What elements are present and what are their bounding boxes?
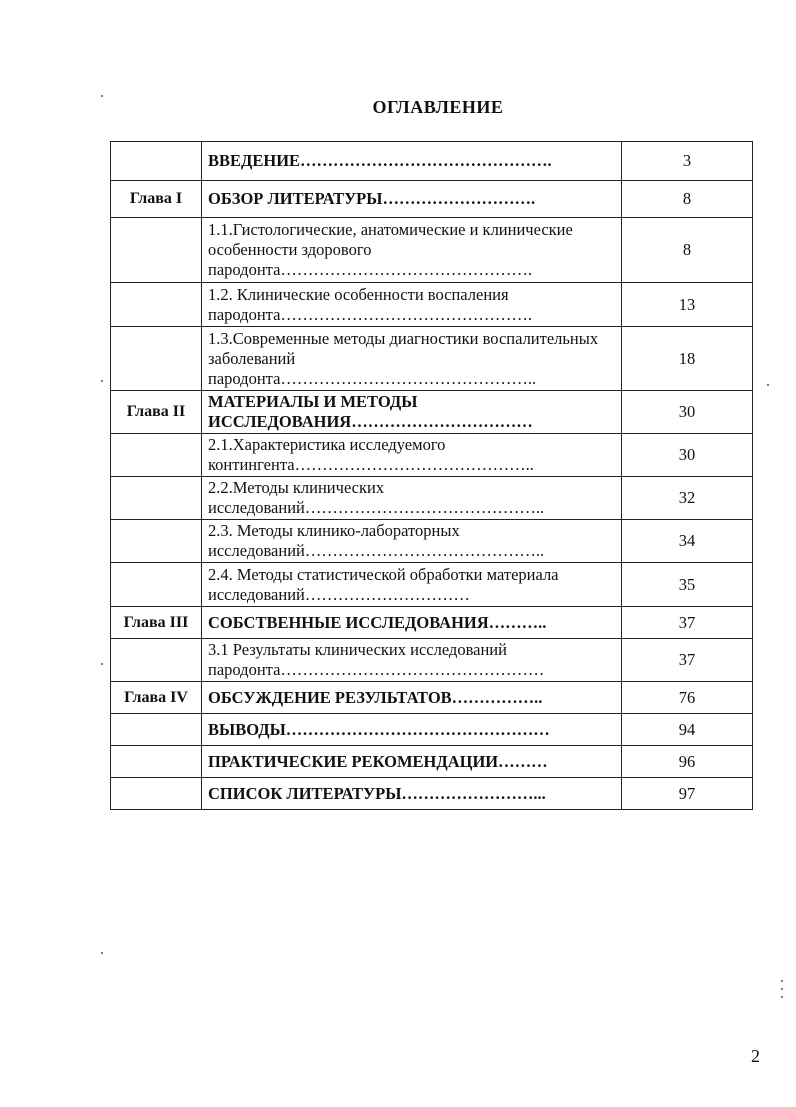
entry-title: СПИСОК ЛИТЕРАТУРЫ……………………... [202,778,622,810]
table-row [111,520,753,563]
table-row [111,682,753,714]
chapter-label [111,327,202,391]
entry-page: 34 [622,520,753,563]
chapter-label [111,218,202,283]
table-row [111,142,753,181]
scan-speck [101,95,103,97]
entry-title: 2.2.Методы клинических исследований…………………………………….. [202,477,622,520]
chapter-label [111,434,202,477]
entry-title: 1.1.Гистологические, анатомические и клинические особенности здорового пародонта………………………………………. [202,218,622,283]
table-row [111,434,753,477]
table-row [111,477,753,520]
scan-speck [767,384,769,386]
page-number: 2 [751,1046,760,1066]
table-row [111,218,753,283]
table-row [111,563,753,607]
scan-speck [101,952,103,954]
entry-title: 2.4. Методы статистической обработки материала исследований………………………… [202,563,622,607]
chapter-label [111,477,202,520]
entry-page: 97 [622,778,753,810]
table-row [111,181,753,218]
entry-title: 2.3. Методы клинико-лабораторных исследований…………………………………….. [202,520,622,563]
entry-page: 96 [622,746,753,778]
chapter-label [111,283,202,327]
entry-page: 35 [622,563,753,607]
table-row [111,778,753,810]
entry-page: 8 [622,181,753,218]
table-row [111,283,753,327]
scan-speck [781,996,783,998]
entry-title: 1.2. Клинические особенности воспаления пародонта………………………………………. [202,283,622,327]
table-row [111,714,753,746]
entry-title: ПРАКТИЧЕСКИЕ РЕКОМЕНДАЦИИ……… [202,746,622,778]
entry-page: 3 [622,142,753,181]
entry-title: ВВЕДЕНИЕ………………………………………. [202,142,622,181]
chapter-label: Глава IV [111,682,202,714]
chapter-label: Глава I [111,181,202,218]
entry-title: 2.1.Характеристика исследуемого контингента…………………………………….. [202,434,622,477]
entry-page: 30 [622,391,753,434]
entry-page: 37 [622,639,753,682]
chapter-label [111,520,202,563]
chapter-label [111,142,202,181]
entry-page: 94 [622,714,753,746]
chapter-label: Глава II [111,391,202,434]
chapter-label [111,746,202,778]
entry-page: 18 [622,327,753,391]
scan-speck [101,663,103,665]
scan-speck [781,980,783,982]
entry-page: 13 [622,283,753,327]
table-of-contents [110,141,753,810]
scan-speck [781,988,783,990]
entry-page: 32 [622,477,753,520]
entry-title: МАТЕРИАЛЫ И МЕТОДЫ ИССЛЕДОВАНИЯ…………………………… [202,391,622,434]
chapter-label [111,639,202,682]
entry-title: СОБСТВЕННЫЕ ИССЛЕДОВАНИЯ……….. [202,607,622,639]
chapter-label [111,714,202,746]
chapter-label [111,778,202,810]
entry-title: 1.3.Современные методы диагностики воспалительных заболеваний пародонта……………………………………….. [202,327,622,391]
entry-title: ОБЗОР ЛИТЕРАТУРЫ………………………. [202,181,622,218]
table-row [111,327,753,391]
entry-page: 30 [622,434,753,477]
entry-title: 3.1 Результаты клинических исследований пародонта………………………………………… [202,639,622,682]
table-row [111,639,753,682]
page-title: ОГЛАВЛЕНИЕ [372,97,504,117]
entry-page: 37 [622,607,753,639]
table-row [111,391,753,434]
scan-speck [101,380,103,382]
table-row [111,746,753,778]
chapter-label [111,563,202,607]
table-row [111,607,753,639]
entry-page: 76 [622,682,753,714]
entry-page: 8 [622,218,753,283]
entry-title: ВЫВОДЫ………………………………………… [202,714,622,746]
entry-title: ОБСУЖДЕНИЕ РЕЗУЛЬТАТОВ…………….. [202,682,622,714]
chapter-label: Глава III [111,607,202,639]
